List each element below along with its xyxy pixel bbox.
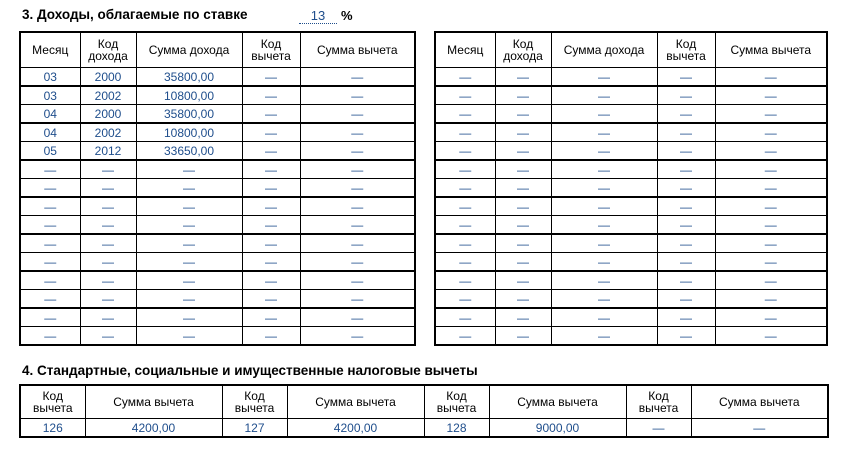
- deduction-code-cell: —: [242, 253, 300, 272]
- income-row: [20, 234, 415, 253]
- income-sum-cell: —: [551, 68, 657, 87]
- month-cell: —: [435, 234, 495, 253]
- income-row: [435, 234, 827, 253]
- income-code-cell: —: [495, 68, 551, 87]
- deduction-sum-cell: —: [715, 327, 827, 346]
- income-sum-cell: —: [551, 327, 657, 346]
- header-deduction-code: Код вычета: [20, 385, 85, 419]
- month-cell: —: [20, 253, 80, 272]
- income-code-cell: —: [495, 160, 551, 179]
- deduction-sum-cell: —: [300, 160, 415, 179]
- month-cell: —: [435, 123, 495, 142]
- deduction-sum-cell: —: [300, 327, 415, 346]
- deduction-code-cell: —: [657, 271, 715, 290]
- deduction-sum-cell: —: [300, 86, 415, 105]
- header-deduction-code: Код вычета: [242, 32, 300, 68]
- month-cell: 03: [20, 68, 80, 87]
- income-row: [435, 290, 827, 309]
- income-code-cell: —: [495, 123, 551, 142]
- income-code-cell: 2000: [80, 105, 136, 124]
- deduction-sum-cell: —: [715, 105, 827, 124]
- income-row: [435, 327, 827, 346]
- deduction-code-cell: —: [242, 327, 300, 346]
- deductions-table: [19, 384, 829, 438]
- month-cell: —: [20, 179, 80, 198]
- income-row: [20, 160, 415, 179]
- income-code-cell: —: [80, 308, 136, 327]
- deduction-sum-cell: —: [300, 142, 415, 161]
- income-code-cell: —: [495, 142, 551, 161]
- header-month: Месяц: [435, 32, 495, 68]
- month-cell: —: [20, 308, 80, 327]
- income-code-cell: —: [80, 179, 136, 198]
- income-code-cell: 2002: [80, 86, 136, 105]
- income-table-left: [19, 31, 416, 346]
- header-deduction-sum: Сумма вычета: [85, 385, 222, 419]
- income-code-cell: —: [80, 234, 136, 253]
- income-row: [435, 105, 827, 124]
- deduction-sum-cell: —: [715, 234, 827, 253]
- month-cell: —: [435, 197, 495, 216]
- income-sum-cell: 10800,00: [136, 86, 242, 105]
- income-table-right: [434, 31, 828, 346]
- deduction-sum-cell: —: [300, 197, 415, 216]
- deduction-sum-cell: —: [715, 253, 827, 272]
- deduction-code-cell: —: [657, 308, 715, 327]
- income-row: [435, 308, 827, 327]
- month-cell: —: [435, 68, 495, 87]
- section-3-title: 3. Доходы, облагаемые по ставке: [22, 7, 248, 22]
- deduction-code-cell: —: [242, 197, 300, 216]
- deduction-code-cell: —: [657, 179, 715, 198]
- income-sum-cell: 35800,00: [136, 68, 242, 87]
- deduction-code-cell: —: [242, 179, 300, 198]
- income-sum-cell: —: [551, 308, 657, 327]
- month-cell: —: [435, 86, 495, 105]
- income-sum-cell: —: [551, 234, 657, 253]
- header-deduction-code: Код вычета: [424, 385, 489, 419]
- deduction-sum-cell: —: [300, 234, 415, 253]
- income-code-cell: —: [495, 234, 551, 253]
- deduction-sum-cell: —: [300, 179, 415, 198]
- deduction-sum-cell: —: [715, 179, 827, 198]
- income-row: [435, 197, 827, 216]
- month-cell: —: [435, 179, 495, 198]
- section-4-title: 4. Стандартные, социальные и имущественные налоговые вычеты: [22, 363, 478, 378]
- income-sum-cell: —: [136, 253, 242, 272]
- income-table-header: [435, 32, 827, 68]
- income-row: [20, 271, 415, 290]
- income-row: [435, 68, 827, 87]
- month-cell: —: [20, 327, 80, 346]
- deduction-code-cell: —: [242, 105, 300, 124]
- income-row: [435, 271, 827, 290]
- income-sum-cell: 33650,00: [136, 142, 242, 161]
- month-cell: —: [435, 142, 495, 161]
- month-cell: —: [20, 271, 80, 290]
- income-sum-cell: —: [136, 308, 242, 327]
- deduction-sum-cell: —: [300, 308, 415, 327]
- deduction-code-cell: —: [657, 216, 715, 235]
- deduction-sum-cell: —: [300, 271, 415, 290]
- deductions-header: [20, 385, 828, 419]
- income-row: [20, 197, 415, 216]
- tax-rate-value: 13: [299, 9, 337, 24]
- deduction-code-cell: —: [242, 234, 300, 253]
- deduction-code-cell: 128: [424, 419, 489, 438]
- income-row: [20, 105, 415, 124]
- income-code-cell: —: [495, 105, 551, 124]
- income-sum-cell: —: [136, 290, 242, 309]
- deduction-code-cell: —: [657, 142, 715, 161]
- income-sum-cell: —: [551, 179, 657, 198]
- income-code-cell: —: [495, 216, 551, 235]
- header-deduction-sum: Сумма вычета: [691, 385, 828, 419]
- header-income-code: Код дохода: [80, 32, 136, 68]
- income-sum-cell: —: [136, 271, 242, 290]
- deduction-sum-cell: 9000,00: [489, 419, 626, 438]
- deduction-code-cell: —: [626, 419, 691, 438]
- month-cell: —: [20, 234, 80, 253]
- deduction-code-cell: —: [657, 234, 715, 253]
- deduction-sum-cell: —: [715, 68, 827, 87]
- deduction-code-cell: —: [242, 160, 300, 179]
- income-code-cell: —: [80, 216, 136, 235]
- percent-sign: %: [341, 8, 353, 23]
- month-cell: —: [435, 271, 495, 290]
- month-cell: —: [435, 216, 495, 235]
- deduction-code-cell: —: [242, 290, 300, 309]
- header-month: Месяц: [20, 32, 80, 68]
- month-cell: 04: [20, 123, 80, 142]
- deduction-code-cell: —: [242, 271, 300, 290]
- income-row: [20, 216, 415, 235]
- deduction-sum-cell: —: [300, 105, 415, 124]
- income-sum-cell: —: [551, 253, 657, 272]
- month-cell: —: [435, 290, 495, 309]
- income-table-header: [20, 32, 415, 68]
- income-sum-cell: —: [136, 234, 242, 253]
- month-cell: 05: [20, 142, 80, 161]
- header-deduction-sum: Сумма вычета: [300, 32, 415, 68]
- income-row: [20, 86, 415, 105]
- header-deduction-code: Код вычета: [657, 32, 715, 68]
- month-cell: 04: [20, 105, 80, 124]
- deduction-sum-cell: —: [715, 271, 827, 290]
- income-sum-cell: —: [551, 142, 657, 161]
- deduction-code-cell: —: [657, 327, 715, 346]
- deduction-code-cell: —: [657, 86, 715, 105]
- income-code-cell: —: [495, 327, 551, 346]
- deduction-code-cell: —: [242, 123, 300, 142]
- income-sum-cell: —: [551, 197, 657, 216]
- income-sum-cell: —: [551, 160, 657, 179]
- income-code-cell: 2000: [80, 68, 136, 87]
- income-table-left-body: [20, 68, 415, 346]
- month-cell: —: [20, 197, 80, 216]
- income-sum-cell: —: [136, 160, 242, 179]
- deduction-sum-cell: —: [691, 419, 828, 438]
- deduction-sum-cell: —: [715, 197, 827, 216]
- deduction-sum-cell: —: [715, 86, 827, 105]
- deduction-sum-cell: —: [300, 290, 415, 309]
- income-code-cell: 2012: [80, 142, 136, 161]
- header-deduction-code: Код вычета: [222, 385, 287, 419]
- income-sum-cell: —: [136, 327, 242, 346]
- income-row: [435, 216, 827, 235]
- deduction-sum-cell: —: [715, 142, 827, 161]
- deduction-code-cell: —: [242, 86, 300, 105]
- income-code-cell: —: [495, 86, 551, 105]
- income-row: [435, 123, 827, 142]
- income-row: [435, 179, 827, 198]
- income-table-right-body: [435, 68, 827, 346]
- income-code-cell: —: [495, 197, 551, 216]
- income-code-cell: 2002: [80, 123, 136, 142]
- income-row: [20, 253, 415, 272]
- income-row: [20, 68, 415, 87]
- income-code-cell: —: [495, 290, 551, 309]
- deduction-sum-cell: —: [300, 123, 415, 142]
- deductions-row: [20, 419, 828, 438]
- deduction-code-cell: —: [657, 290, 715, 309]
- income-row: [20, 142, 415, 161]
- month-cell: —: [435, 160, 495, 179]
- income-sum-cell: —: [551, 290, 657, 309]
- income-sum-cell: 35800,00: [136, 105, 242, 124]
- income-code-cell: —: [80, 271, 136, 290]
- deduction-sum-cell: —: [300, 216, 415, 235]
- deduction-sum-cell: —: [715, 160, 827, 179]
- deduction-code-cell: —: [242, 308, 300, 327]
- income-row: [20, 290, 415, 309]
- deduction-code-cell: —: [657, 253, 715, 272]
- income-code-cell: —: [495, 179, 551, 198]
- header-deduction-code: Код вычета: [626, 385, 691, 419]
- income-row: [435, 160, 827, 179]
- month-cell: —: [435, 253, 495, 272]
- deduction-code-cell: —: [657, 160, 715, 179]
- deduction-code-cell: 127: [222, 419, 287, 438]
- income-row: [20, 123, 415, 142]
- header-income-sum: Сумма дохода: [136, 32, 242, 68]
- income-sum-cell: —: [136, 197, 242, 216]
- income-code-cell: —: [495, 308, 551, 327]
- income-row: [435, 142, 827, 161]
- income-row: [20, 179, 415, 198]
- deduction-code-cell: —: [657, 105, 715, 124]
- deduction-sum-cell: —: [300, 68, 415, 87]
- deduction-code-cell: —: [242, 216, 300, 235]
- deduction-sum-cell: 4200,00: [287, 419, 424, 438]
- income-sum-cell: —: [551, 86, 657, 105]
- header-income-code: Код дохода: [495, 32, 551, 68]
- header-income-sum: Сумма дохода: [551, 32, 657, 68]
- income-code-cell: —: [80, 290, 136, 309]
- income-sum-cell: —: [136, 216, 242, 235]
- deduction-code-cell: —: [657, 123, 715, 142]
- month-cell: —: [435, 105, 495, 124]
- deduction-sum-cell: —: [300, 253, 415, 272]
- income-sum-cell: 10800,00: [136, 123, 242, 142]
- income-code-cell: —: [80, 197, 136, 216]
- deduction-code-cell: —: [657, 68, 715, 87]
- header-deduction-sum: Сумма вычета: [287, 385, 424, 419]
- deduction-sum-cell: —: [715, 308, 827, 327]
- month-cell: —: [20, 160, 80, 179]
- month-cell: —: [20, 290, 80, 309]
- income-row: [435, 253, 827, 272]
- header-deduction-sum: Сумма вычета: [489, 385, 626, 419]
- deduction-sum-cell: —: [715, 123, 827, 142]
- deduction-sum-cell: —: [715, 290, 827, 309]
- deduction-sum-cell: 4200,00: [85, 419, 222, 438]
- month-cell: 03: [20, 86, 80, 105]
- income-sum-cell: —: [551, 271, 657, 290]
- month-cell: —: [20, 216, 80, 235]
- income-row: [435, 86, 827, 105]
- deduction-code-cell: —: [242, 68, 300, 87]
- month-cell: —: [435, 308, 495, 327]
- income-sum-cell: —: [551, 123, 657, 142]
- income-sum-cell: —: [551, 105, 657, 124]
- income-code-cell: —: [80, 253, 136, 272]
- deduction-code-cell: —: [657, 197, 715, 216]
- income-code-cell: —: [80, 160, 136, 179]
- income-code-cell: —: [80, 327, 136, 346]
- header-deduction-sum: Сумма вычета: [715, 32, 827, 68]
- deduction-code-cell: —: [242, 142, 300, 161]
- income-row: [20, 327, 415, 346]
- income-code-cell: —: [495, 253, 551, 272]
- deduction-code-cell: 126: [20, 419, 85, 438]
- income-sum-cell: —: [551, 216, 657, 235]
- month-cell: —: [435, 327, 495, 346]
- income-code-cell: —: [495, 271, 551, 290]
- income-sum-cell: —: [136, 179, 242, 198]
- deduction-sum-cell: —: [715, 216, 827, 235]
- income-row: [20, 308, 415, 327]
